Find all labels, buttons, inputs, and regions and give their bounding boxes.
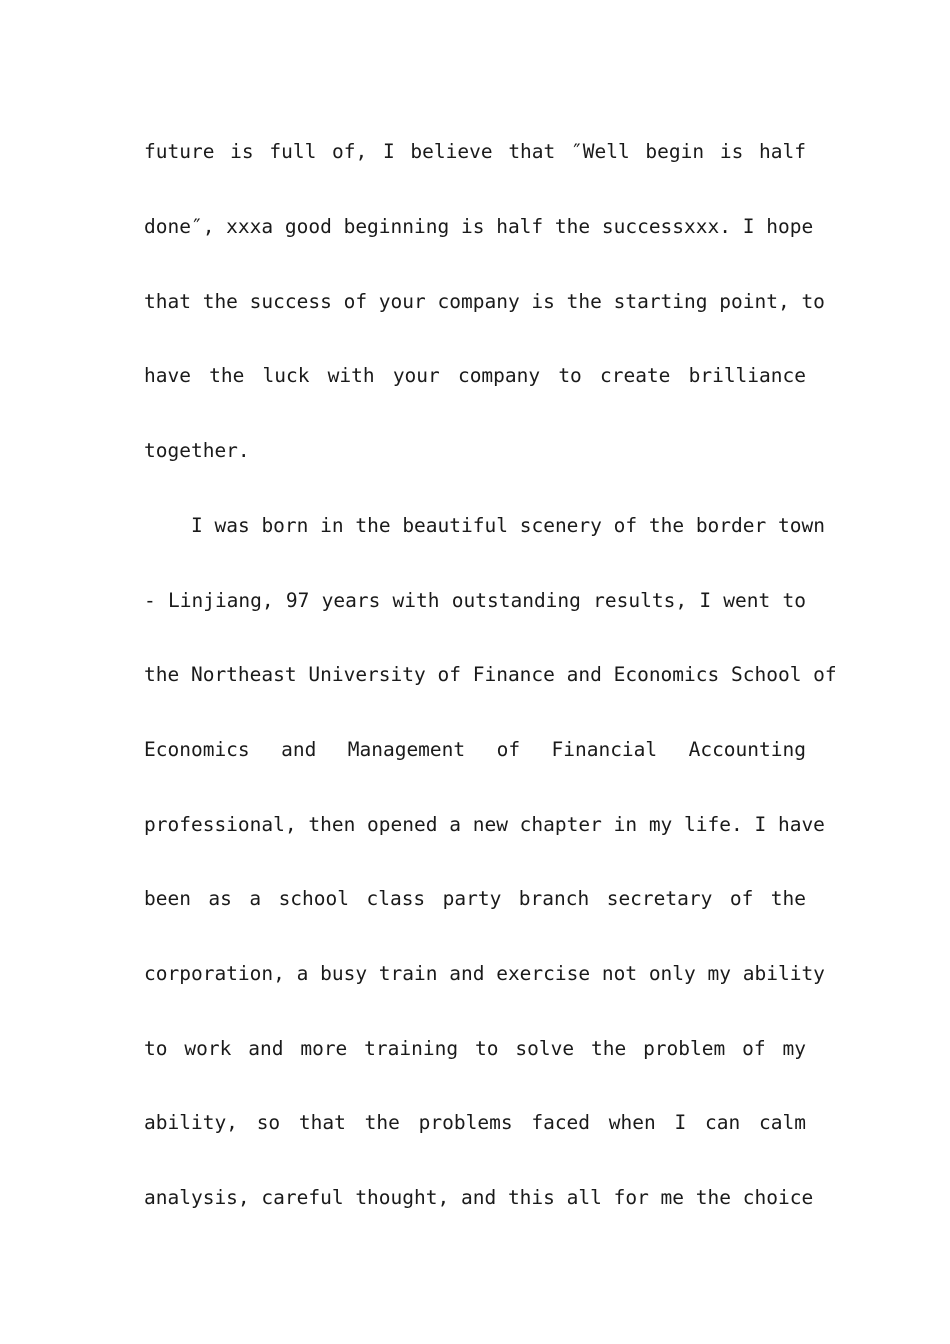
text-line: have the luck with your company to create brilliance [144, 364, 806, 387]
text-line: together. [144, 439, 250, 462]
text-line: professional, then opened a new chapter in my life. I have [144, 813, 825, 836]
text-line: the Northeast University of Finance and Economics School of [144, 663, 837, 686]
text-line: to work and more training to solve the problem of my [144, 1037, 806, 1060]
text-line: future is full of, I believe that ″Well begin is half [144, 140, 806, 163]
paragraph-first-line: I was born in the beautiful scenery of the border town [191, 514, 825, 537]
text-line: that the success of your company is the starting point, to [144, 290, 825, 313]
text-line: ability, so that the problems faced when I can calm [144, 1111, 806, 1134]
text-line: been as a school class party branch secretary of the [144, 887, 806, 910]
text-line: done″, xxxa good beginning is half the successxxx. I hope [144, 215, 814, 238]
text-line: analysis, careful thought, and this all for me the choice [144, 1186, 814, 1209]
text-line: - Linjiang, 97 years with outstanding results, I went to [144, 589, 806, 612]
text-line: corporation, a busy train and exercise not only my ability [144, 962, 825, 985]
text-line: Economics and Management of Financial Accounting [144, 738, 806, 761]
